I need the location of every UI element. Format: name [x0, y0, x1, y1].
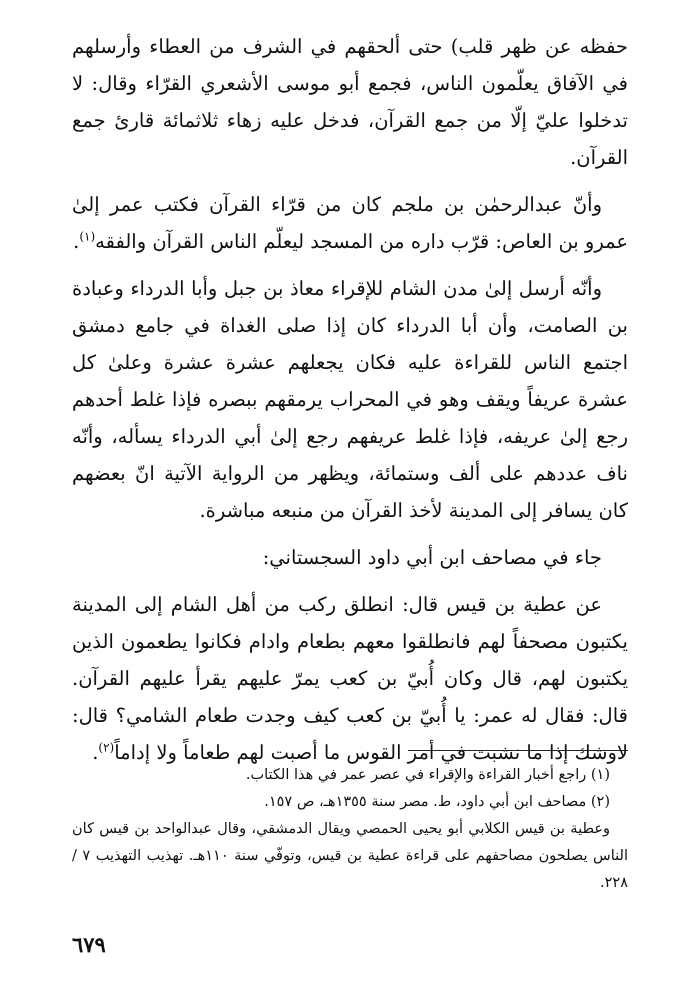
paragraph-text: وأنّه أرسل إلىٰ مدن الشام للإقراء معاذ بن جبل وأبا الدرداء وعبادة بن الصامت، وأن أبا الدرداء كان إذا صلى الغداة في جامع دمشق اجتمع الناس للقراءة عليه فكان يجعلهم عشرة عشرة وعلىٰ كل عشرة عريفاً ويقف وهو في المحراب يرمقهم ببصره فإذا غلط أحدهم رجع إلىٰ عريفه، فإذا غلط عريفهم رجع إلىٰ أبي الدرداء يسأله، وأنّه ناف عددهم على ألف وستمائة، ويظهر من الرواية الآتية انّ بعضهم كان يسافر إلى المدينة لأخذ القرآن من منبعه مباشرة. — [72, 277, 628, 522]
footnote-divider — [408, 750, 628, 751]
paragraph-text: عن عطية بن قيس قال: انطلق ركب من أهل الشام إلى المدينة يكتبون مصحفاً لهم فانطلقوا معهم بطعام وادام فكانوا يطعمون الذين يكتبون لهم، قال وكان أُبيّ بن كعب يمرّ عليهم يقرأ عليهم القرآن. قال: فقال له عمر: يا أُبيّ بن كعب كيف وجدت طعام الشامي؟ قال: لاوشك إذا ما نشبت في أمر القوس ما أصبت لهم طعاماً ولا إداماً — [72, 593, 628, 764]
body-paragraph: عن عطية بن قيس قال: انطلق ركب من أهل الشام إلى المدينة يكتبون مصحفاً لهم فانطلقوا معهم بطعام وادام فكانوا يطعمون الذين يكتبون لهم، قال وكان أُبيّ بن كعب يمرّ عليهم يقرأ عليهم القرآن. قال: فقال له عمر: يا أُبيّ بن كعب كيف وجدت طعام الشامي؟ قال: لاوشك إذا ما نشبت في أمر القوس ما أصبت لهم طعاماً ولا إداماً$^{(٢)}$. — [72, 593, 628, 764]
page-body — [72, 28, 628, 891]
body-paragraph — [72, 270, 628, 529]
paragraph-text: وأنّ عبدالرحمٰن بن ملجم كان من قرّاء القرآن فكتب عمر إلىٰ عمرو بن العاص: قرّب داره من المسجد ليعلّم الناس القرآن والفقه — [72, 193, 628, 253]
paragraph-text: جاء في مصاحف ابن أبي داود السجستاني: — [262, 546, 602, 569]
body-paragraph — [72, 28, 628, 176]
footnote: (١) راجع أخبار القراءة والإقراء في عصر عمر في هذا الكتاب. — [245, 767, 610, 783]
paragraph-text: حفظه عن ظهر قلب) حتى ألحقهم في الشرف من العطاء وأرسلهم في الآفاق يعلّمون الناس، فجمع أبو موسى الأشعري القرّاء وقال: لا تدخلوا عليّ إلّا من جمع القرآن، فدخل عليه زهاء ثلاثمائة قارئ جمع القرآن. — [72, 35, 628, 169]
footnote-reference[interactable]: (١) — [79, 229, 96, 244]
footnotes-section — [72, 762, 628, 897]
footnote: (٢) مصاحف ابن أبي داود، ط. مصر سنة ١٣٥٥هـ، ص ١٥٧. — [264, 794, 610, 810]
page-number: ٦٧٩ — [72, 932, 106, 957]
footnote-reference[interactable]: (٢) — [98, 740, 115, 755]
body-paragraph — [72, 539, 628, 576]
body-paragraph: وأنّ عبدالرحمٰن بن ملجم كان من قرّاء القرآن فكتب عمر إلىٰ عمرو بن العاص: قرّب داره من المسجد ليعلّم الناس القرآن والفقه$^{(١)}$. — [72, 193, 628, 253]
footnote: وعطية بن قيس الكلابي أبو يحيى الحمصي ويقال الدمشقي، وقال عبدالواحد بن قيس كان الناس يصلحون مصاحفهم على قراءة عطية بن قيس، وتوفّي سنة ١١٠هـ. تهذيب التهذيب ٧ / ٢٢٨. — [72, 821, 628, 891]
